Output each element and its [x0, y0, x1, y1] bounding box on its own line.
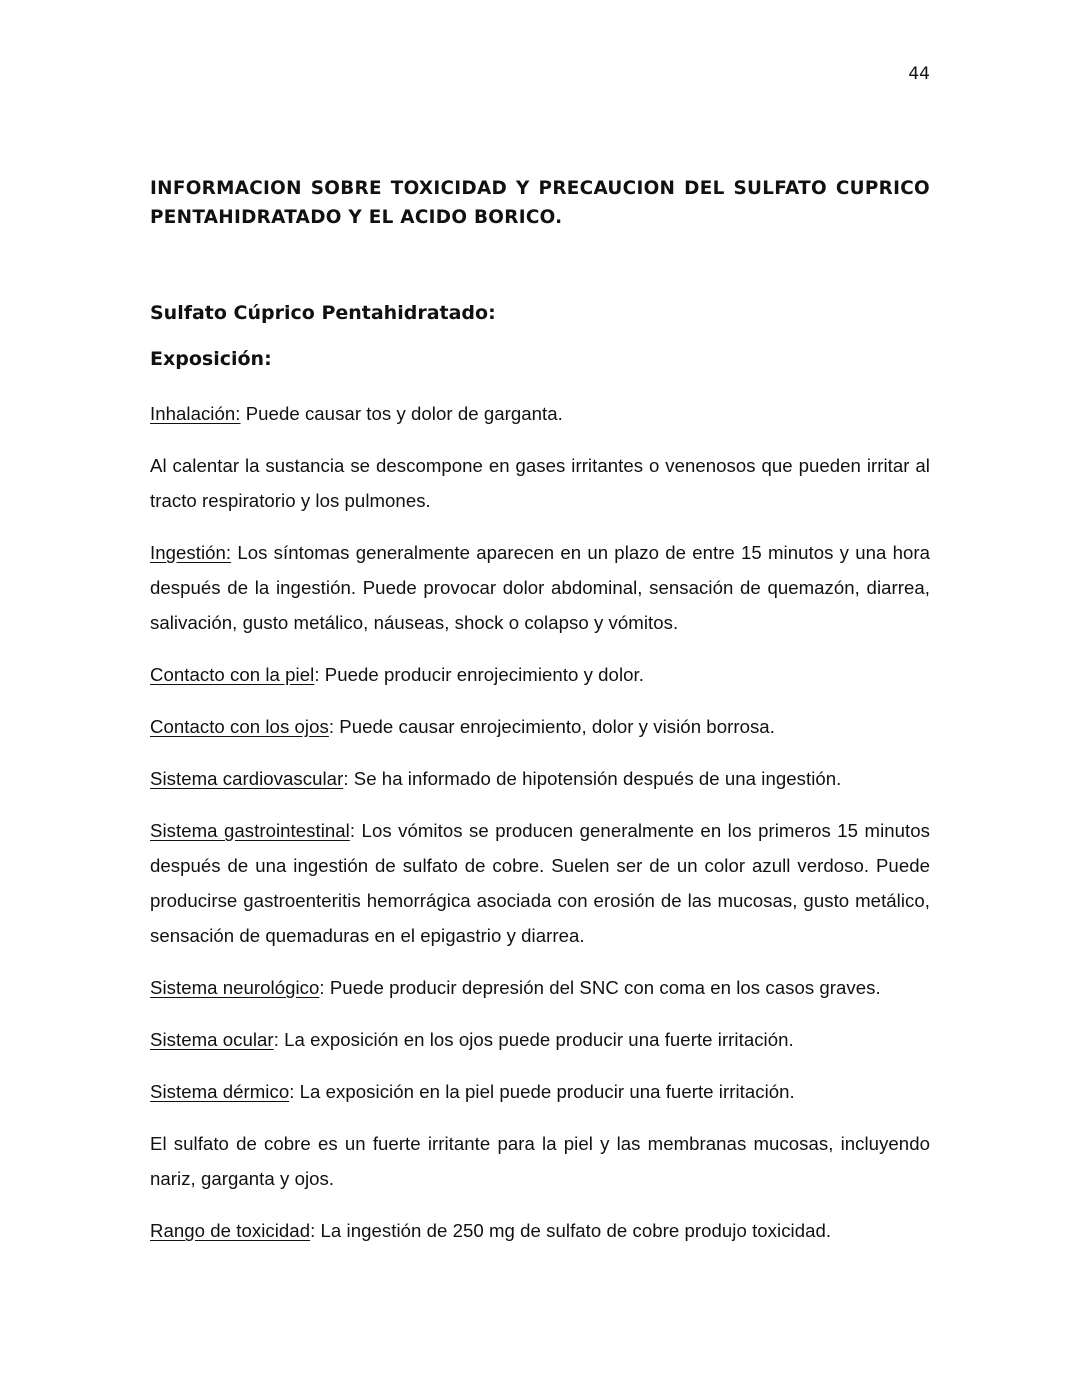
term-label: Ingestión: [150, 542, 232, 563]
paragraph-text: : Puede producir depresión del SNC con coma en los casos graves. [319, 977, 881, 998]
paragraph-text: : La exposición en los ojos puede producir una fuerte irritación. [273, 1029, 794, 1050]
term-label: Sistema gastrointestinal [150, 820, 350, 841]
paragraph-sistema-cardiovascular [150, 761, 930, 796]
paragraph-sistema-ocular [150, 1022, 930, 1057]
paragraph-sistema-neurologico [150, 970, 930, 1005]
term-label: Rango de toxicidad [150, 1220, 311, 1241]
paragraph-rango-toxicidad [150, 1213, 930, 1248]
subsection-title: Exposición: [150, 348, 272, 370]
section-title: Sulfato Cúprico Pentahidratado: [150, 302, 496, 324]
paragraph-text: : La exposición en la piel puede producir una fuerte irritación. [289, 1081, 795, 1102]
page-number: 44 [908, 64, 930, 84]
paragraph-text: : Puede causar enrojecimiento, dolor y visión borrosa. [328, 716, 775, 737]
term-label: Sistema dérmico [150, 1081, 290, 1102]
paragraph-calentar [150, 448, 930, 518]
paragraph-text: Puede causar tos y dolor de garganta. [240, 403, 563, 424]
paragraph-contacto-piel [150, 657, 930, 692]
term-label: Sistema ocular [150, 1029, 274, 1050]
paragraph-text: Al calentar la sustancia se descompone en gases irritantes o venenosos que pueden irritar al tracto respiratorio y los pulmones. [150, 455, 930, 511]
paragraph-text: : Se ha informado de hipotensión después de una ingestión. [343, 768, 842, 789]
paragraph-text: : Puede producir enrojecimiento y dolor. [314, 664, 644, 685]
paragraph-text: : Los vómitos se producen generalmente en los primeros 15 minutos después de una ingestión de sulfato de cobre. Suelen ser de un color azull verdoso. Puede producirse gastroenteritis hemorrágica asociada con erosión de las mucosas, gusto metálico, sensación de quemaduras en el epigastrio y diarrea. [150, 820, 930, 946]
paragraph-text: Los síntomas generalmente aparecen en un plazo de entre 15 minutos y una hora después de la ingestión. Puede provocar dolor abdominal, sensación de quemazón, diarrea, salivación, gusto metálico, náuseas, shock o colapso y vómitos. [150, 542, 930, 633]
paragraph-text: El sulfato de cobre es un fuerte irritante para la piel y las membranas mucosas, incluyendo nariz, garganta y ojos. [150, 1133, 930, 1189]
paragraph-text: : La ingestión de 250 mg de sulfato de cobre produjo toxicidad. [310, 1220, 832, 1241]
document-title: INFORMACION SOBRE TOXICIDAD Y PRECAUCION DEL SULFATO CUPRICO PENTAHIDRATADO Y EL ACIDO BORICO. [150, 178, 930, 228]
paragraph-inhalacion [150, 396, 930, 431]
document-body [150, 174, 930, 1248]
term-label: Contacto con los ojos [150, 716, 329, 737]
paragraph-irritante [150, 1126, 930, 1196]
term-label: Inhalación: [150, 403, 241, 424]
paragraph-sistema-dermico [150, 1074, 930, 1109]
paragraph-ingestion [150, 535, 930, 640]
term-label: Sistema cardiovascular [150, 768, 344, 789]
term-label: Contacto con la piel [150, 664, 315, 685]
term-label: Sistema neurológico [150, 977, 320, 998]
paragraph-sistema-gastrointestinal [150, 813, 930, 953]
paragraph-contacto-ojos [150, 709, 930, 744]
